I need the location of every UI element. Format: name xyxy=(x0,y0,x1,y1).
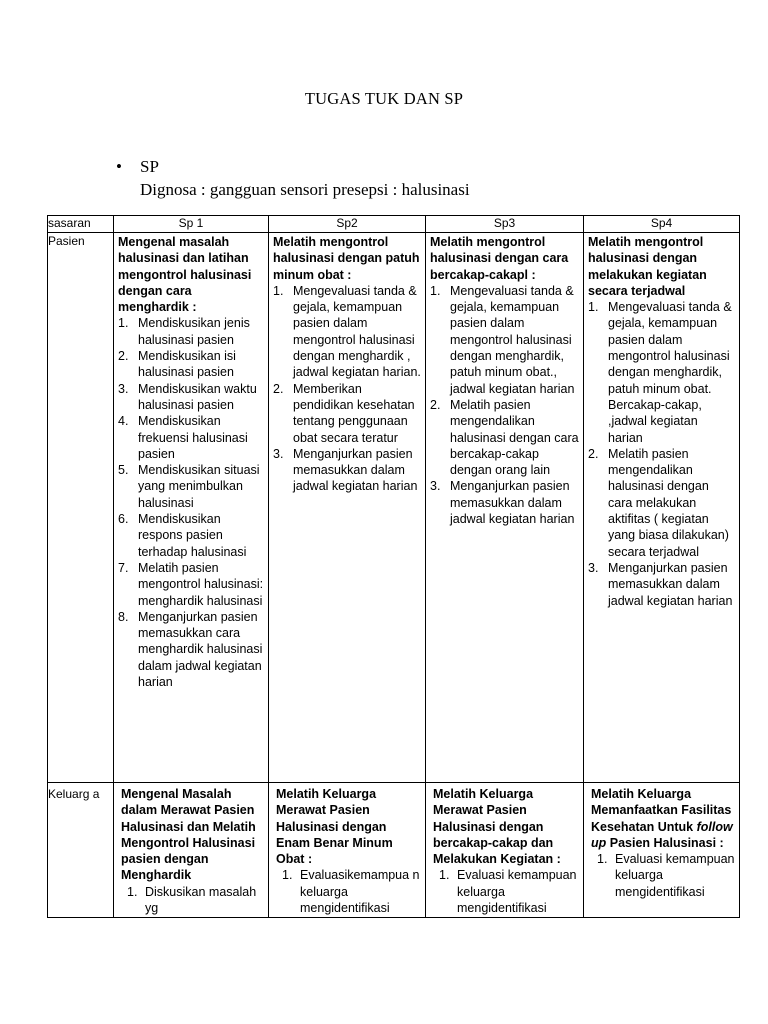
list-item: 5. Mendiskusikan situasi yang menimbulkan halusinasi xyxy=(118,463,260,510)
cell-heading: Melatih mengontrol halusinasi dengan melakukan kegiatan secara terjadwal xyxy=(588,235,707,298)
cell-heading: Mengenal Masalah dalam Merawat Pasien Halusinasi dan Melatih Mengontrol Halusinasi pasien dengan Menghardik xyxy=(121,787,256,883)
cell-pasien-sp1 xyxy=(114,233,269,783)
cell-keluarga-sp1 xyxy=(114,783,269,918)
list-item: 1. Mengevaluasi tanda & gejala, kemampuan pasien dalam mengontrol halusinasi dengan menghardik , jadwal kegiatan harian. xyxy=(273,283,421,380)
row-label-pasien: Pasien xyxy=(48,233,114,783)
list-item: 1. Diskusikan masalah yg xyxy=(127,884,257,916)
list-item: 2. Mendiskusikan isi halusinasi pasien xyxy=(118,349,236,380)
header-sp2: Sp2 xyxy=(269,216,426,233)
table-row-keluarga xyxy=(48,783,740,918)
bullet-label: SP xyxy=(140,157,159,176)
diagnosis-line: Dignosa : gangguan sensori presepsi : halusinasi xyxy=(140,180,470,199)
list-item: 8. Menganjurkan pasien memasukkan cara menghardik halusinasi dalam jadwal kegiatan harian xyxy=(118,609,263,690)
list-item: 3. Mendiskusikan waktu halusinasi pasien xyxy=(118,381,257,412)
list-item: 1. Mengevaluasi tanda & gejala, kemampuan pasien dalam mengontrol halusinasi dengan menghardik, patuh minum obat., jadwal kegiatan harian xyxy=(430,283,575,396)
list-item: 1. Evaluasi kemampuan keluarga mengidentifikasi xyxy=(439,868,577,916)
list-item: 3. Menganjurkan pasien memasukkan dalam jadwal kegiatan harian xyxy=(430,479,575,527)
cell-keluarga-sp4 xyxy=(584,783,740,918)
cell-heading: Melatih mengontrol halusinasi dengan patuh minum obat : xyxy=(273,235,420,282)
cell-pasien-sp4 xyxy=(584,233,740,783)
cell-heading: Melatih Keluarga Memanfaatkan Fasilitas Kesehatan Untuk follow up Pasien Halusinasi : xyxy=(591,787,733,850)
header-sasaran: sasaran xyxy=(48,216,114,233)
header-sp3: Sp3 xyxy=(426,216,584,233)
cell-heading: Melatih mengontrol halusinasi dengan cara bercakap-cakapl : xyxy=(430,235,569,282)
list-item: 1. Evaluasi kemampuan keluarga mengidentifikasi xyxy=(597,852,735,899)
cell-heading: Mengenal masalah halusinasi dan latihan mengontrol halusinasi dengan cara menghardik : xyxy=(118,235,252,315)
table-row-pasien xyxy=(48,233,740,783)
list-item: 6. Mendiskusikan respons pasien terhadap halusinasi xyxy=(118,512,247,559)
table-header-row xyxy=(48,216,740,233)
action-list xyxy=(276,867,421,916)
action-list xyxy=(433,867,579,916)
action-list xyxy=(273,283,421,495)
header-sp1: Sp 1 xyxy=(114,216,269,233)
italic-term: follow up xyxy=(591,819,733,850)
cell-pasien-sp2 xyxy=(269,233,426,783)
list-item: 2. Melatih pasien mengendalikan halusinasi dengan cara bercakap-cakap dengan orang lain xyxy=(430,397,579,478)
action-list xyxy=(588,299,735,609)
sp-table xyxy=(47,215,740,918)
list-item: 1. Evaluasikemampua n keluarga mengidentifikasi xyxy=(282,868,420,916)
list-item: 3. Menganjurkan pasien memasukkan dalam jadwal kegiatan harian xyxy=(588,560,733,608)
action-list xyxy=(430,283,579,527)
document-title: TUGAS TUK DAN SP xyxy=(304,89,464,108)
row-label-keluarga: Keluarg a xyxy=(48,783,114,918)
list-item: 1. Mengevaluasi tanda & gejala, kemampuan pasien dalam mengontrol halusinasi dengan menghardik, patuh minum obat. Bercakap-cakap, ,jadwal kegiatan harian xyxy=(588,300,732,445)
cell-keluarga-sp3 xyxy=(426,783,584,918)
bullet-dot: • xyxy=(116,157,122,176)
list-item: 4. Mendiskusikan frekuensi halusinasi pasien xyxy=(118,414,248,461)
action-list xyxy=(591,851,735,900)
header-sp4: Sp4 xyxy=(584,216,740,233)
list-item: 1. Mendiskusikan jenis halusinasi pasien xyxy=(118,316,250,347)
list-item: 3. Menganjurkan pasien memasukkan dalam jadwal kegiatan harian xyxy=(273,446,418,494)
list-item: 7. Melatih pasien mengontrol halusinasi: menghardik halusinasi xyxy=(118,560,264,608)
cell-keluarga-sp2 xyxy=(269,783,426,918)
action-list xyxy=(118,315,264,690)
cell-pasien-sp3 xyxy=(426,233,584,783)
cell-heading: Melatih Keluarga Merawat Pasien Halusinasi dengan bercakap-cakap dan Melakukan Kegiatan : xyxy=(433,787,561,867)
action-list xyxy=(121,884,264,917)
cell-heading: Melatih Keluarga Merawat Pasien Halusinasi dengan Enam Benar Minum Obat : xyxy=(276,787,393,867)
list-item: 2. Melatih pasien mengendalikan halusinasi dengan cara melakukan aktifitas ( kegiatan yang biasa dilakukan) secara terjadwal xyxy=(588,446,729,559)
list-item: 2. Memberikan pendidikan kesehatan tentang penggunaan obat secara teratur xyxy=(273,381,415,445)
